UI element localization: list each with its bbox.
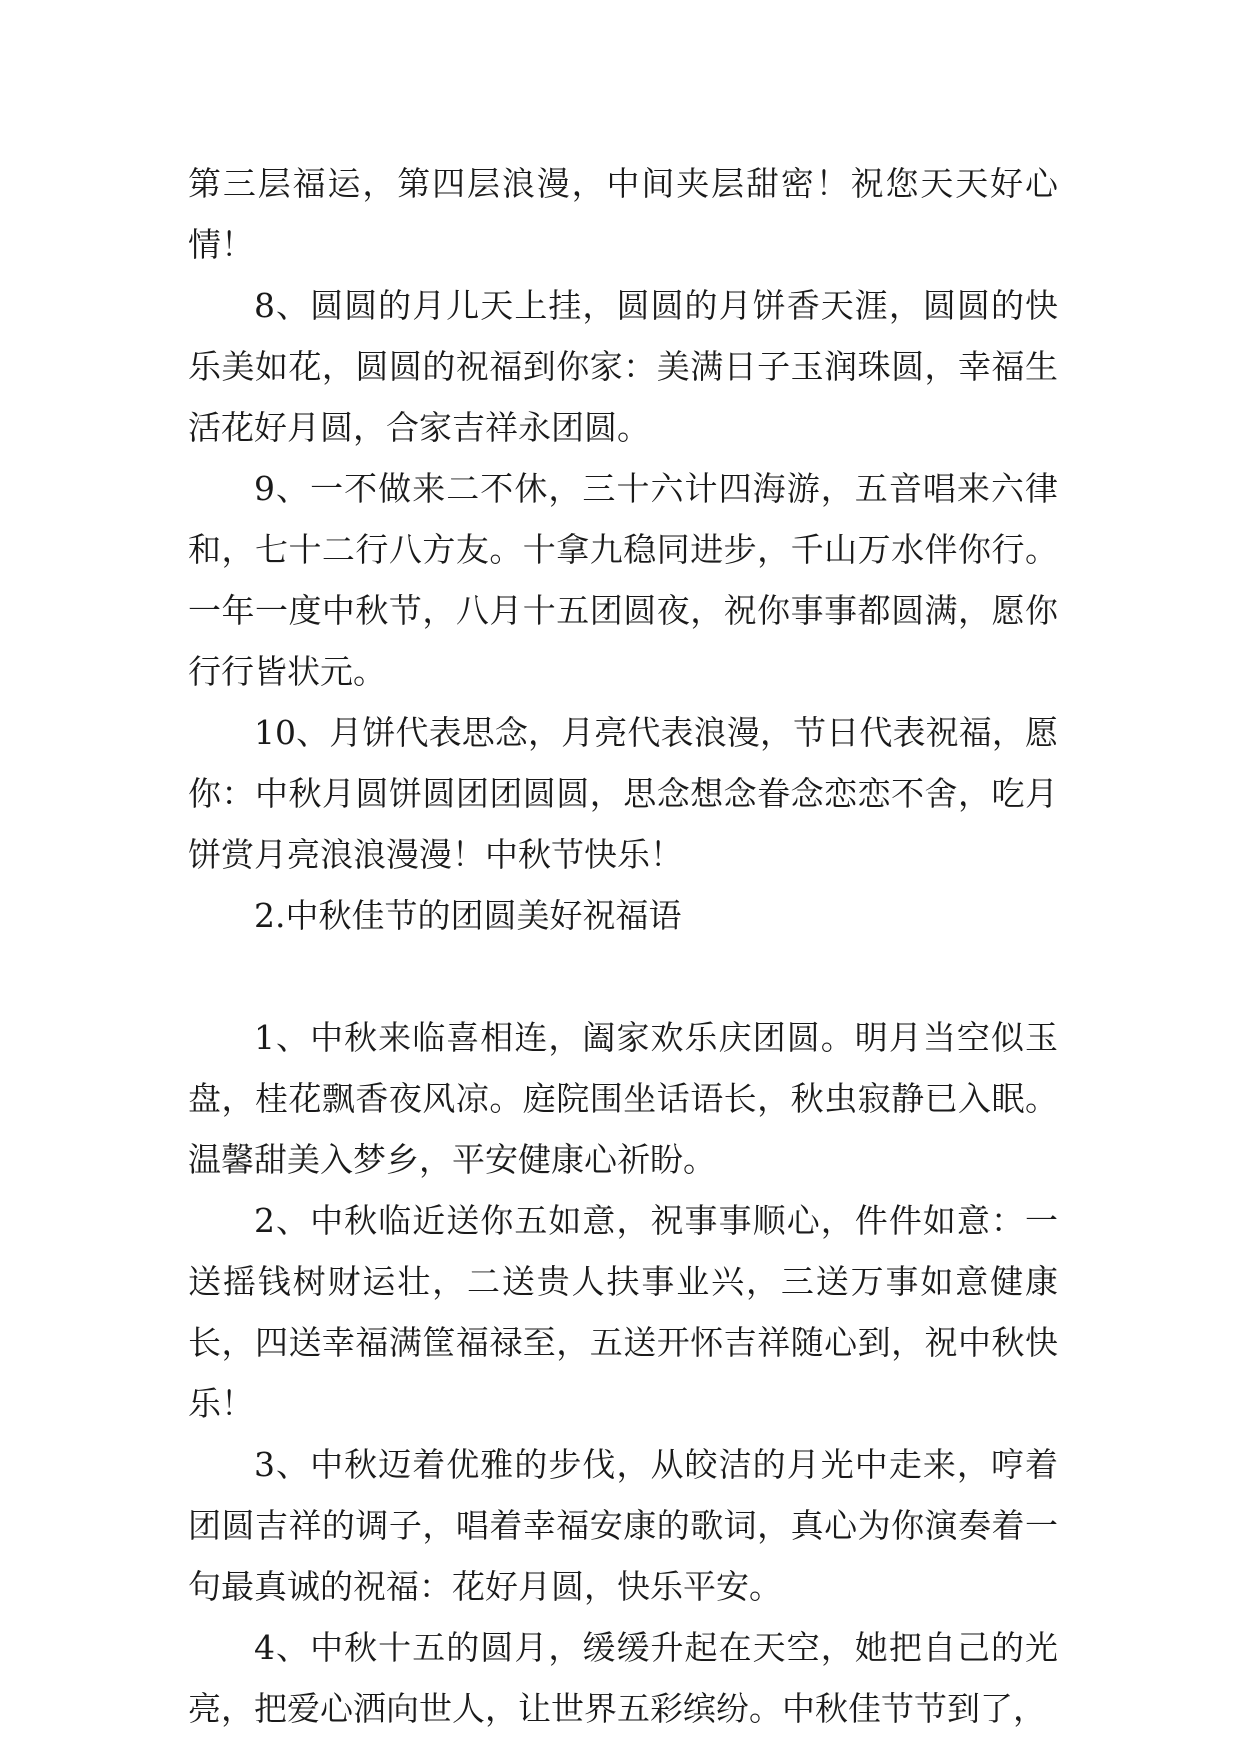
- section-item-1: 1、中秋来临喜相连，阖家欢乐庆团圆。明月当空似玉盘，桂花飘香夜风凉。庭院围坐话语长，秋虫寂静已入眠。温馨甜美入梦乡，平安健康心祈盼。: [188, 1018, 1058, 1179]
- section-item-4: 4、中秋十五的圆月，缓缓升起在天空，她把自己的光亮，把爱心洒向世人，让世界五彩缤纷。中秋佳节节到了，: [188, 1628, 1058, 1728]
- paragraph-item-10: 10、月饼代表思念，月亮代表浪漫，节日代表祝福，愿你：中秋月圆饼圆团团圆圆，思念想念眷念恋恋不舍，吃月饼赏月亮浪浪漫漫！中秋节快乐！: [188, 713, 1058, 874]
- section-item-3: 3、中秋迈着优雅的步伐，从皎洁的月光中走来，哼着团圆吉祥的调子，唱着幸福安康的歌词，真心为你演奏着一句最真诚的祝福：花好月圆，快乐平安。: [188, 1445, 1058, 1606]
- paragraph-item-9: 9、一不做来二不休，三十六计四海游，五音唱来六律和，七十二行八方友。十拿九稳同进步，千山万水伴你行。一年一度中秋节，八月十五团圆夜，祝你事事都圆满，愿你行行皆状元。: [188, 469, 1058, 691]
- document-body: [188, 153, 1058, 1739]
- section-item-2: 2、中秋临近送你五如意，祝事事顺心，件件如意：一送摇钱树财运壮，二送贵人扶事业兴，三送万事如意健康长，四送幸福满筐福禄至，五送开怀吉祥随心到，祝中秋快乐！: [188, 1201, 1058, 1423]
- section-heading: 2.中秋佳节的团圆美好祝福语: [254, 896, 682, 935]
- paragraph-continued: 第三层福运，第四层浪漫，中间夹层甜密！祝您天天好心情！: [188, 164, 1058, 264]
- paragraph-item-8: 8、圆圆的月儿天上挂，圆圆的月饼香天涯，圆圆的快乐美如花，圆圆的祝福到你家：美满日子玉润珠圆，幸福生活花好月圆，合家吉祥永团圆。: [188, 286, 1058, 447]
